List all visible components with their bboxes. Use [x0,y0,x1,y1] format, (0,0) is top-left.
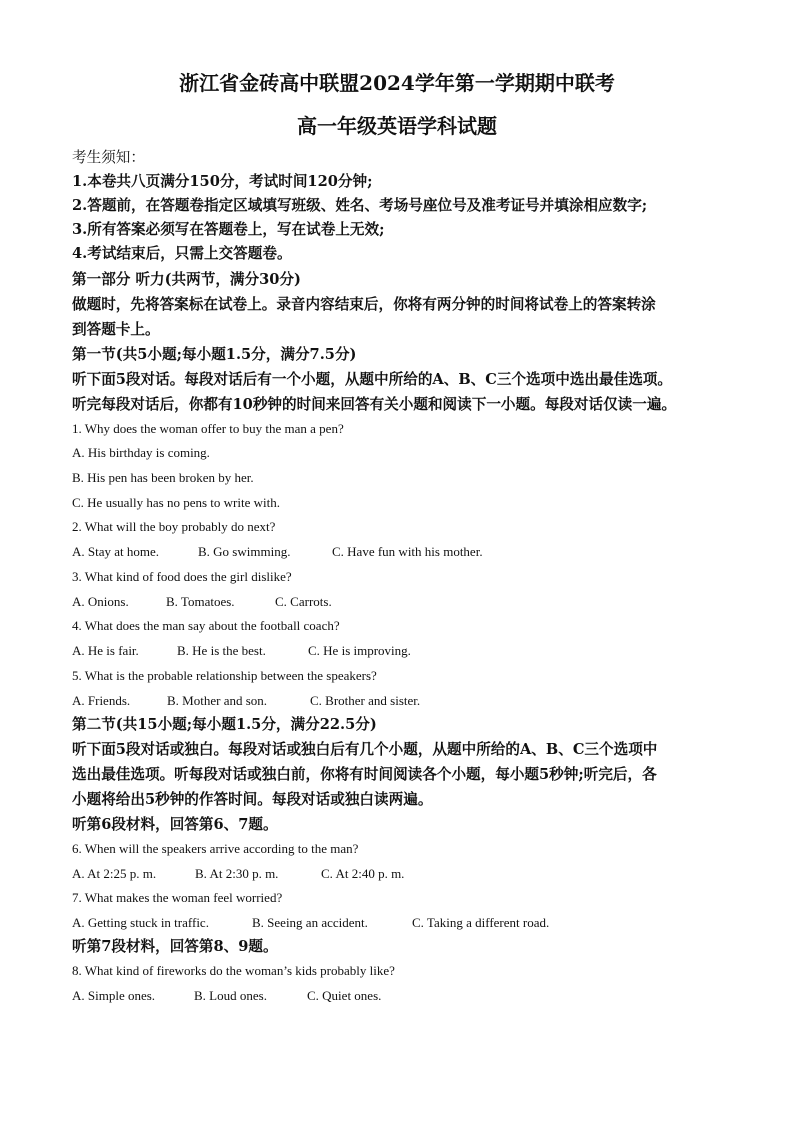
part1-instruction: 做题时，先将答案标在试卷上。录音内容结束后，你将有两分钟的时间将试卷上的答案转涂 [72,296,656,313]
question-stem: 4. What does the man say about the football coach? [72,618,340,633]
question-option: C. Carrots. [275,594,332,609]
question-option: B. At 2:30 p. m. [195,866,279,881]
question-option: A. His birthday is coming. [72,445,210,460]
section2-instruction: 听下面5段对话或独白。每段对话或独白后有几个小题，从题中所给的A、B、C三个选项中 [72,741,658,758]
section2-instruction: 小题将给出5秒钟的作答时间。每段对话或独白读两遍。 [72,791,433,808]
section1-instruction: 听完每段对话后，你都有10秒钟的时间来回答有关小题和阅读下一小题。每段对话仅读一遍。 [72,396,677,413]
question-option: C. He is improving. [308,643,411,658]
question-option: C. Brother and sister. [310,693,421,708]
question-stem: 7. What makes the woman feel worried? [72,890,283,905]
question-option: B. He is the best. [177,643,266,658]
question-option: C. Taking a different road. [412,915,550,930]
question-stem: 6. When will the speakers arrive according to the man? [72,841,359,856]
exam-title: 浙江省金砖高中联盟2024学年第一学期期中联考 [179,71,615,95]
section2-instruction: 选出最佳选项。听每段对话或独白前，你将有时间阅读各个小题，每小题5秒钟;听完后，各 [72,766,657,783]
section2-heading: 第二节(共15小题;每小题1.5分，满分22.5分) [72,716,377,733]
question-option: B. Mother and son. [167,693,268,708]
question-stem: 8. What kind of fireworks do the woman’s kids probably like? [72,963,395,978]
question-option: B. His pen has been broken by her. [72,470,254,485]
material-heading: 听第7段材料，回答第8、9题。 [72,938,278,955]
question-stem: 2. What will the boy probably do next? [72,519,276,534]
question-option: B. Seeing an accident. [252,915,368,930]
notice-item: 3.所有答案必须写在答题卷上，写在试卷上无效; [72,221,385,238]
question-option: A. Friends. [72,693,131,708]
material-heading: 听第6段材料，回答第6、7题。 [72,816,278,833]
part1-heading: 第一部分 听力(共两节，满分30分) [72,271,301,288]
part1-instruction: 到答题卡上。 [72,321,160,338]
question-stem: 5. What is the probable relationship between the speakers? [72,668,377,683]
question-option: C. He usually has no pens to write with. [72,495,280,510]
notice-item: 2.答题前，在答题卷指定区域填写班级、姓名、考场号座位号及准考证号并填涂相应数字; [72,197,648,214]
question-stem: 3. What kind of food does the girl dislike? [72,569,292,584]
notice-item: 4.考试结束后，只需上交答题卷。 [72,245,292,262]
question-option: A. Getting stuck in traffic. [72,915,209,930]
question-option: A. Stay at home. [72,544,160,559]
question-option: A. He is fair. [72,643,139,658]
question-stem: 1. Why does the woman offer to buy the man a pen? [72,421,344,436]
question-option: B. Tomatoes. [166,594,235,609]
question-option: B. Loud ones. [194,988,267,1003]
section1-instruction: 听下面5段对话。每段对话后有一个小题，从题中所给的A、B、C三个选项中选出最佳选项。 [72,371,672,388]
question-option: A. Simple ones. [72,988,156,1003]
question-option: C. Have fun with his mother. [332,544,483,559]
question-option: C. At 2:40 p. m. [321,866,405,881]
question-option: A. Onions. [72,594,129,609]
notice-heading: 考生须知： [72,149,145,166]
question-option: B. Go swimming. [198,544,291,559]
exam-subtitle: 高一年级英语学科试题 [297,114,497,138]
question-option: A. At 2:25 p. m. [72,866,157,881]
notice-item: 1.本卷共八页满分150分，考试时间120分钟; [72,173,373,190]
question-option: C. Quiet ones. [307,988,382,1003]
section1-heading: 第一节(共5小题;每小题1.5分，满分7.5分) [72,346,357,363]
